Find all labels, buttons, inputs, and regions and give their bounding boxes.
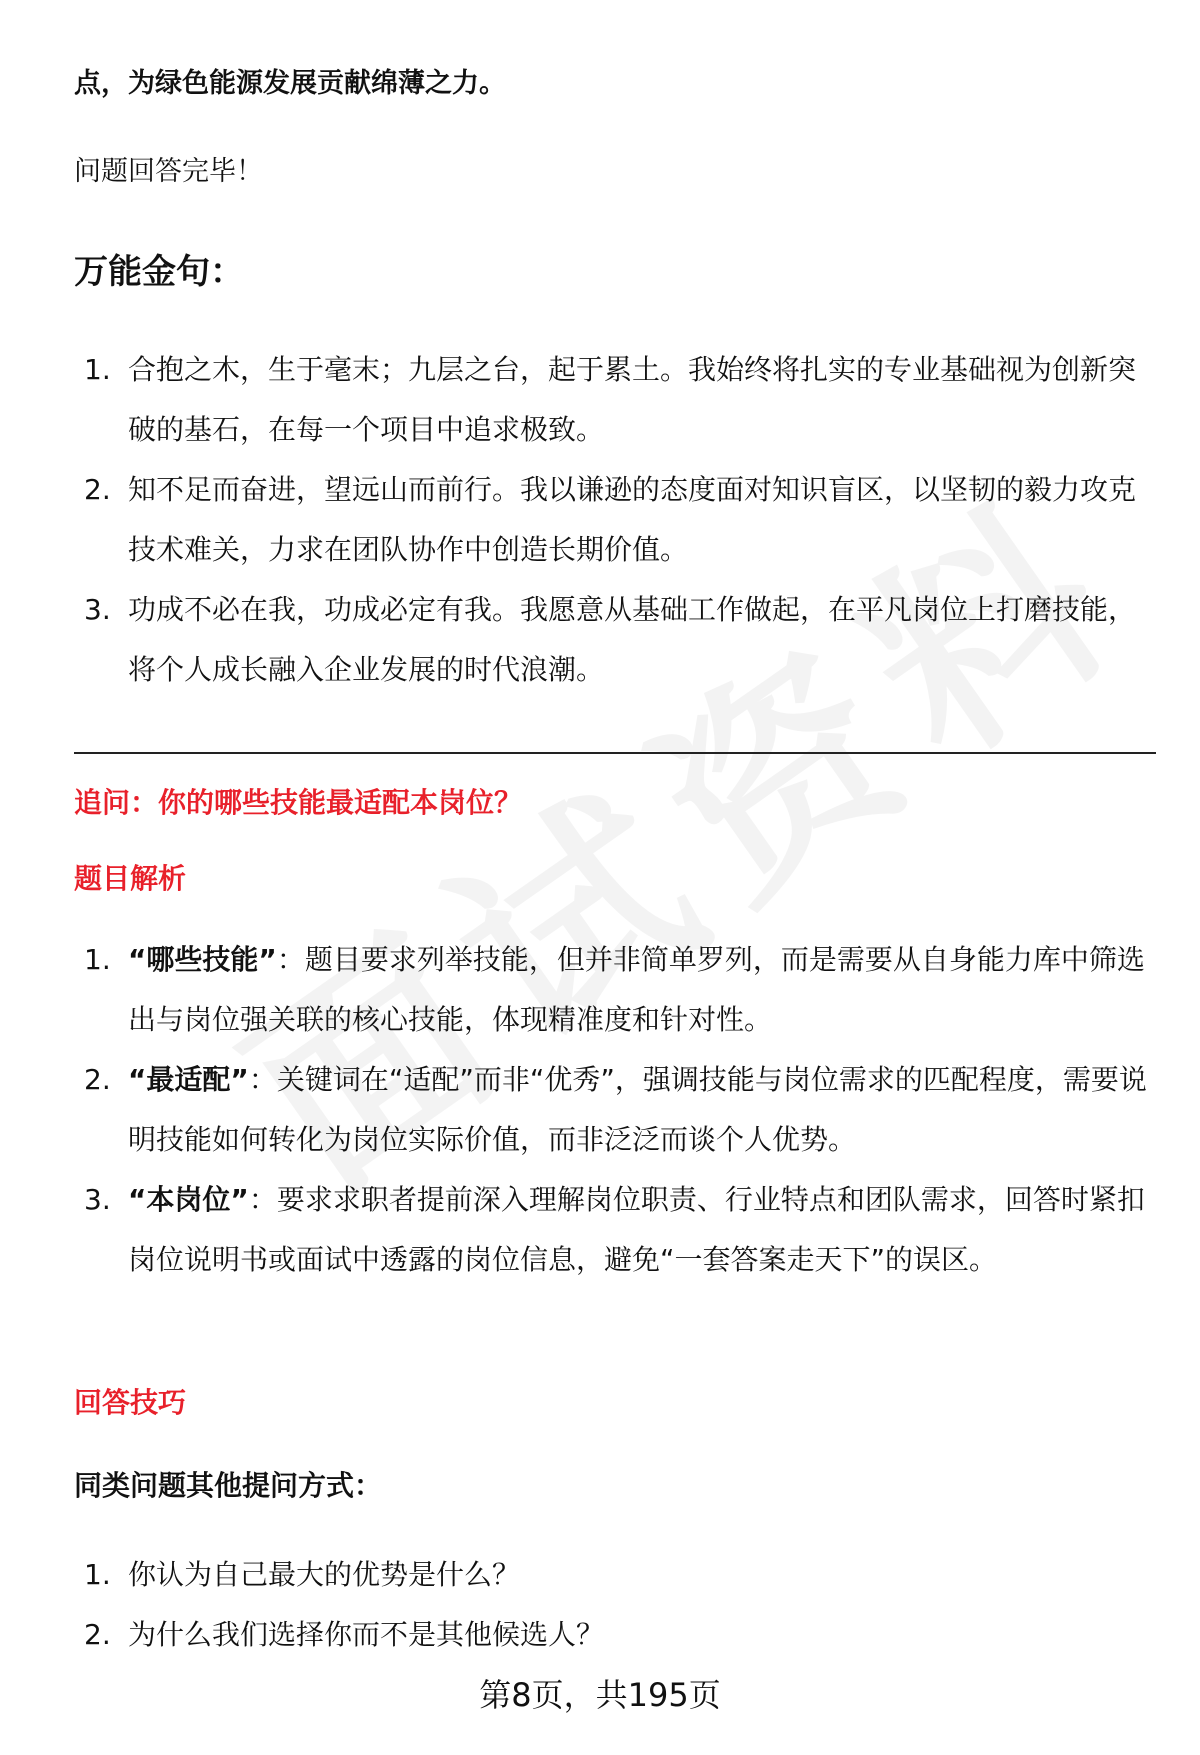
- list-item: [74, 930, 1156, 1050]
- list-item-text: ：关键词在“适配”而非“优秀”，强调技能与岗位需求的匹配程度，需要说明技能如何转化为岗位实际价值，而非泛泛而谈个人优势。: [128, 1063, 1147, 1156]
- list-item-text: 为什么我们选择你而不是其他候选人？: [128, 1618, 605, 1651]
- list-number: 1.: [84, 1558, 111, 1591]
- analysis-keyword: “最适配”: [128, 1063, 249, 1096]
- page-number-footer: 第8页，共195页: [479, 1676, 721, 1714]
- list-item: [74, 1170, 1156, 1290]
- list-item-text: 你认为自己最大的优势是什么？: [128, 1558, 521, 1591]
- list-item: [74, 460, 1156, 580]
- list-number: 1.: [84, 943, 111, 976]
- list-item-text: ：要求求职者提前深入理解岗位职责、行业特点和团队需求，回答时紧扣岗位说明书或面试中透露的岗位信息，避免“一套答案走天下”的误区。: [128, 1183, 1145, 1276]
- answer-done-text: 问题回答完毕！: [74, 156, 263, 187]
- list-number: 2.: [84, 1063, 111, 1096]
- followup-question: 追问：你的哪些技能最适配本岗位？: [74, 786, 523, 819]
- list-item: [74, 1605, 1156, 1665]
- analysis-keyword: “哪些技能”: [128, 943, 277, 976]
- list-item: [74, 1050, 1156, 1170]
- list-number: 3.: [84, 1183, 111, 1216]
- list-item: [74, 1545, 1156, 1605]
- similar-questions-heading: 同类问题其他提问方式：: [74, 1469, 383, 1502]
- list-number: 1.: [84, 353, 111, 386]
- list-item-text: 功成不必在我，功成必定有我。我愿意从基础工作做起，在平凡岗位上打磨技能，将个人成长融入企业发展的时代浪潮。: [128, 593, 1137, 686]
- list-number: 2.: [84, 1618, 111, 1651]
- analysis-heading: 题目解析: [74, 862, 187, 895]
- list-number: 2.: [84, 473, 111, 506]
- similar-questions-list: [74, 1545, 1156, 1665]
- list-item-text: ：题目要求列举技能，但并非简单罗列，而是需要从自身能力库中筛选出与岗位强关联的核心技能，体现精准度和针对性。: [128, 943, 1145, 1036]
- analysis-list: [74, 930, 1156, 1290]
- list-number: 3.: [84, 593, 111, 626]
- golden-sentences-list: [74, 340, 1156, 700]
- list-item-text: 知不足而奋进，望远山而前行。我以谦逊的态度面对知识盲区，以坚韧的毅力攻克技术难关，力求在团队协作中创造长期价值。: [128, 473, 1137, 566]
- answer-tips-heading: 回答技巧: [74, 1386, 187, 1419]
- list-item: [74, 580, 1156, 700]
- section-divider: [74, 752, 1156, 754]
- list-item: [74, 340, 1156, 460]
- golden-sentences-heading: 万能金句：: [74, 252, 244, 292]
- intro-tail-text: 点，为绿色能源发展贡献绵薄之力。: [74, 68, 506, 99]
- analysis-keyword: “本岗位”: [128, 1183, 249, 1216]
- list-item-text: 合抱之木，生于毫末；九层之台，起于累土。我始终将扎实的专业基础视为创新突破的基石，在每一个项目中追求极致。: [128, 353, 1137, 446]
